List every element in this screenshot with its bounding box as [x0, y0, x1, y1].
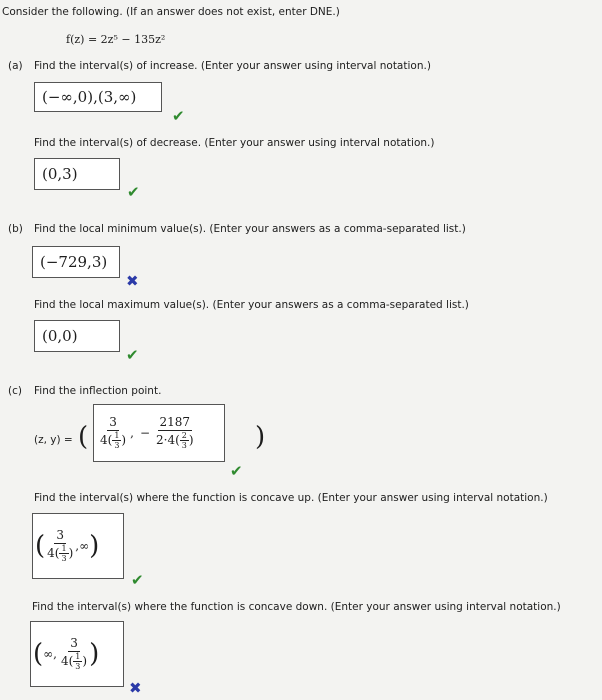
question-local-max: Find the local maximum value(s). (Enter your answers as a comma-separated list.): [34, 299, 469, 311]
answer-inflection-field[interactable]: [93, 404, 225, 462]
x-base: 4: [100, 432, 108, 447]
cd-numerator: 3: [70, 635, 78, 650]
answer-concave-down-field[interactable]: [30, 621, 124, 687]
cd-open-paren: (: [33, 639, 44, 669]
cu-base: 4: [47, 545, 55, 560]
cu-open-paren: (: [35, 531, 46, 561]
cd-close-paren: ): [89, 639, 100, 669]
inflection-x-fraction: 3 4( $\frac{1}{3}$ ): [100, 414, 127, 450]
y-exp-num: 2: [181, 430, 187, 440]
answer-local-min-field[interactable]: (−729,3): [32, 246, 120, 278]
cu-numerator: 3: [56, 527, 65, 542]
y-exp-den: 3: [181, 440, 187, 450]
x-exp-den: 3: [114, 440, 120, 450]
correct-check-icon: ✔: [131, 571, 144, 589]
answer-concave-up-field[interactable]: [32, 513, 124, 579]
question-concave-down: Find the interval(s) where the function is concave down. (Enter your answer using interval notation.): [32, 601, 561, 613]
answer-decrease-field[interactable]: (0,3): [34, 158, 120, 190]
part-a-label: (a): [8, 60, 23, 72]
question-decrease: Find the interval(s) of decrease. (Enter your answer using interval notation.): [34, 137, 435, 149]
part-b-label: (b): [8, 223, 23, 235]
minus-sign: −: [139, 426, 150, 440]
y-numerator: 2187: [159, 414, 191, 429]
correct-check-icon: ✔: [127, 183, 140, 201]
question-increase: Find the interval(s) of increase. (Enter your answer using interval notation.): [34, 60, 431, 72]
cu-close-paren: ): [89, 531, 100, 561]
cu-comma: ,: [75, 539, 80, 553]
intro-text: Consider the following. (If an answer does not exist, enter DNE.): [2, 6, 340, 18]
incorrect-cross-icon: ✖: [129, 679, 142, 697]
y-den-coef: 2·4: [156, 432, 176, 447]
cd-base: 4: [60, 653, 69, 668]
question-local-min: Find the local minimum value(s). (Enter your answers as a comma-separated list.): [34, 223, 466, 235]
cu-fraction: 3 4( $\frac{1}{3}$ ): [47, 527, 74, 563]
cd-exp-num: 1: [75, 651, 81, 661]
question-inflection: Find the inflection point.: [34, 385, 162, 397]
infinity-symbol: ∞: [79, 539, 90, 553]
part-c-label: (c): [8, 385, 22, 397]
correct-check-icon: ✔: [230, 462, 243, 480]
close-paren: ): [255, 422, 266, 452]
cd-fraction: 3 4( $\frac{1}{3}$ ): [60, 635, 88, 671]
x-numerator: 3: [109, 414, 117, 429]
zy-label: (z, y) =: [34, 434, 73, 446]
neg-infinity: ∞,: [43, 647, 57, 661]
answer-increase-field[interactable]: (−∞,0),(3,∞): [34, 82, 162, 112]
correct-check-icon: ✔: [126, 346, 139, 364]
answer-local-max-field[interactable]: (0,0): [34, 320, 120, 352]
inflection-y-fraction: 2187 2·4( $\frac{2}{3}$ ): [156, 414, 194, 450]
x-exp-num: 1: [114, 430, 120, 440]
function-definition: f(z) = 2z⁵ − 135z²: [66, 33, 166, 46]
cu-exp-den: 3: [61, 553, 67, 563]
cu-exp-num: 1: [61, 543, 67, 553]
inflection-comma: ,: [130, 426, 134, 440]
correct-check-icon: ✔: [172, 107, 185, 125]
open-paren: (: [78, 422, 89, 452]
cd-exp-den: 3: [75, 661, 81, 671]
incorrect-cross-icon: ✖: [126, 272, 139, 290]
question-concave-up: Find the interval(s) where the function is concave up. (Enter your answer using interval notation.): [34, 492, 548, 504]
